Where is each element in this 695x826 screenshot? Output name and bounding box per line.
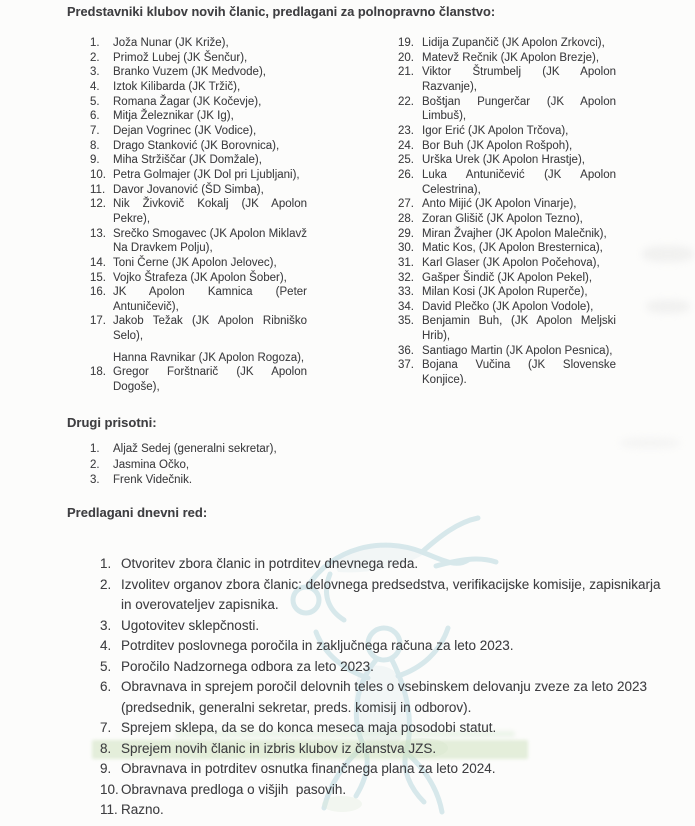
list-item-text: Davor Jovanović (ŠD Simba), xyxy=(113,183,264,196)
list-item-number: 7. xyxy=(100,720,112,735)
representative-list-item xyxy=(90,271,307,286)
list-item-number: 23. xyxy=(398,124,414,137)
representative-list-item xyxy=(398,241,616,256)
agenda-list-item xyxy=(100,759,669,780)
representative-list-item xyxy=(398,124,616,139)
representative-list-item xyxy=(398,65,616,94)
representative-list-item xyxy=(90,109,307,124)
representative-list-item xyxy=(90,365,307,394)
list-item-number: 26. xyxy=(398,168,414,181)
representative-list-item xyxy=(90,139,307,154)
representative-list-item xyxy=(398,168,616,197)
list-item-text: Nik Živkovič Kokalj (JK Apolon Pekre), xyxy=(113,198,307,225)
representative-list-item xyxy=(398,300,616,315)
representative-list-item xyxy=(90,197,307,226)
representative-list-item xyxy=(90,314,307,343)
list-item-number: 19. xyxy=(398,37,414,49)
list-item-number: 27. xyxy=(398,198,414,211)
agenda-list-item xyxy=(100,636,669,657)
list-item-number: 17. xyxy=(90,315,106,328)
list-item-text: Srečko Smogavec (JK Apolon Miklavž Na Dravkem Polju), xyxy=(113,227,307,255)
list-item-number: 9. xyxy=(100,761,112,776)
agenda-list-item xyxy=(100,575,669,616)
list-item-text: Mitja Železnikar (JK Ig), xyxy=(113,110,234,123)
list-item-text: Jakob Težak (JK Apolon Ribniško Selo), xyxy=(113,315,307,343)
list-item-number: 4. xyxy=(100,638,112,653)
representative-list-item xyxy=(398,36,616,51)
list-item-number: 1. xyxy=(90,37,100,49)
list-item-number: 8. xyxy=(100,740,112,756)
scan-smudge xyxy=(620,438,680,448)
list-item-number: 4. xyxy=(90,80,100,93)
list-item-number: 10. xyxy=(90,168,106,181)
representative-list-item xyxy=(90,256,307,271)
representative-list-item xyxy=(90,95,307,110)
agenda-list-item xyxy=(100,677,669,718)
agenda-list xyxy=(100,554,669,821)
list-item-text: Zoran Glišič (JK Apolon Tezno), xyxy=(422,212,583,225)
list-item-number: 29. xyxy=(398,227,414,240)
list-item-number: 28. xyxy=(398,212,414,225)
list-item-number: 13. xyxy=(90,227,106,240)
list-item-text: Miran Žvajher (JK Apolon Malečnik), xyxy=(422,227,607,240)
representative-list-item xyxy=(398,95,616,124)
scan-smudge xyxy=(646,300,690,313)
others-list-item xyxy=(90,458,433,474)
list-item-number: 22. xyxy=(398,95,414,108)
representatives-list xyxy=(90,36,616,395)
representative-list-item xyxy=(90,168,307,183)
representative-list-item xyxy=(90,51,307,66)
list-item-text: Romana Žagar (JK Kočevje), xyxy=(113,95,262,108)
representative-list-item xyxy=(398,344,616,359)
representative-list-item xyxy=(90,80,307,95)
list-item-text: Otvoritev zbora članic in potrditev dnevnega reda. xyxy=(121,556,419,571)
representative-list-item xyxy=(90,227,307,256)
list-item-text: Karl Glaser (JK Apolon Počehova), xyxy=(422,256,600,269)
representative-list-item xyxy=(90,36,307,51)
list-item-number: 36. xyxy=(398,344,414,357)
list-item-number: 8. xyxy=(90,139,100,152)
representative-list-item xyxy=(398,256,616,271)
list-item-number: 5. xyxy=(90,95,100,108)
list-item-number: 24. xyxy=(398,139,414,152)
list-item-text: Hanna Ravnikar (JK Apolon Rogoza), xyxy=(113,351,305,364)
list-item-text: Matevž Rečnik (JK Apolon Brezje), xyxy=(422,51,600,64)
agenda-list-item xyxy=(100,780,669,801)
list-item-text: Obravnava predloga o višjih pasovih. xyxy=(121,781,347,797)
agenda-list-item xyxy=(100,718,669,739)
list-item-number: 21. xyxy=(398,66,414,79)
list-item-number: 15. xyxy=(90,271,106,284)
list-item-text: Petra Golmajer (JK Dol pri Ljubljani), xyxy=(113,168,300,181)
representative-list-item xyxy=(90,285,307,314)
representative-list-item xyxy=(398,197,616,212)
list-item-text: Drago Stanković (JK Borovnica), xyxy=(113,139,280,152)
representative-list-item xyxy=(398,285,616,300)
list-item-number: 16. xyxy=(90,286,106,299)
list-item-number: 30. xyxy=(398,242,414,255)
list-item-text: Toni Černe (JK Apolon Jelovec), xyxy=(113,256,277,269)
representative-list-item xyxy=(90,153,307,168)
list-item-text: Santiago Martin (JK Apolon Pesnica), xyxy=(422,344,613,357)
list-item-number: 1. xyxy=(100,556,112,571)
list-item-number: 2. xyxy=(90,458,100,471)
list-item-text: Primož Lubej (JK Šenčur), xyxy=(113,51,248,64)
list-item-number: 11. xyxy=(90,183,106,196)
list-item-text: Boštjan Pungerčar (JK Apolon Limbuš), xyxy=(422,95,616,123)
representatives-right-column xyxy=(398,36,616,388)
representative-list-item xyxy=(398,139,616,154)
list-item-number: 37. xyxy=(398,359,414,372)
agenda-list-item xyxy=(100,657,669,678)
list-item-text: Iztok Kilibarda (JK Tržič), xyxy=(113,80,241,93)
representative-list-item xyxy=(398,314,616,343)
list-item-text: Jasmina Očko, xyxy=(113,458,190,471)
list-item-number: 3. xyxy=(90,66,100,79)
list-item-text: Potrditev poslovnega poročila in zaključnega računa za leto 2023. xyxy=(121,638,514,653)
list-item-number: 2. xyxy=(100,576,112,592)
list-item-text: Obravnava in sprejem poročil delovnih teles o vsebinskem delovanju zveze za leto 2023 (predsednik, generalni sekretar, preds. komisij in odborov). xyxy=(121,679,651,715)
list-item-number xyxy=(90,351,113,366)
list-item-number: 32. xyxy=(398,271,414,284)
list-item-text: Ugotovitev sklepčnosti. xyxy=(121,617,260,633)
list-item-number: 5. xyxy=(100,658,112,674)
list-item-number: 20. xyxy=(398,51,414,64)
list-item-text: Obravnava in potrditev osnutka finančnega plana za leto 2024. xyxy=(121,761,496,776)
agenda-list-item xyxy=(100,739,669,760)
others-list-item xyxy=(90,442,433,458)
list-item-text: Sprejem novih članic in izbris klubov iz članstva JZS. xyxy=(121,740,437,756)
list-item-number: 6. xyxy=(90,110,100,123)
list-item-text: Gašper Šindič (JK Apolon Pekel), xyxy=(422,271,593,284)
list-item-text: Joža Nunar (JK Križe), xyxy=(113,37,229,49)
list-item-text: Gregor Forštnarič (JK Apolon Dogoše), xyxy=(113,366,307,394)
others-heading: Drugi prisotni: xyxy=(67,415,157,430)
list-item-number: 6. xyxy=(100,679,112,694)
list-item-text: Lidija Zupančič (JK Apolon Zrkovci), xyxy=(422,37,605,49)
list-item-number: 25. xyxy=(398,154,414,167)
list-item-text: Benjamin Buh, (JK Apolon Meljski Hrib), xyxy=(422,315,616,343)
list-item-text: Poročilo Nadzornega odbora za leto 2023. xyxy=(121,658,374,674)
list-item-number: 14. xyxy=(90,256,106,269)
representative-list-item xyxy=(90,351,307,366)
list-item-number: 18. xyxy=(90,366,106,379)
list-item-text: Milan Kosi (JK Apolon Ruperče), xyxy=(422,286,588,299)
agenda-heading: Predlagani dnevni red: xyxy=(67,505,208,520)
list-item-number: 9. xyxy=(90,154,100,167)
representative-list-item xyxy=(90,65,307,80)
representatives-left-column xyxy=(90,36,307,395)
list-item-text: Anto Mijić (JK Apolon Vinarje), xyxy=(422,198,577,211)
representative-list-item xyxy=(90,183,307,198)
list-item-number: 11. xyxy=(100,802,118,817)
list-item-number: 3. xyxy=(100,617,112,633)
list-item-text: Branko Vuzem (JK Medvode), xyxy=(113,66,266,79)
agenda-list-item xyxy=(100,616,669,637)
list-item-text: Aljaž Sedej (generalni sekretar), xyxy=(113,443,277,455)
representative-list-item xyxy=(398,212,616,227)
list-item-text: Izvolitev organov zbora članic: delovnega predsedstva, verifikacijske komisije, zapisnikarja in overovateljev zapisnika. xyxy=(121,576,665,612)
representative-list-item xyxy=(398,358,616,387)
list-item-text: Sprejem sklepa, da se do konca meseca maja posodobi statut. xyxy=(121,720,497,735)
representative-list-item xyxy=(90,124,307,139)
list-item-number: 2. xyxy=(90,51,100,64)
agenda-list-item xyxy=(100,800,669,821)
list-item-text: Luka Antuničević (JK Apolon Celestrina), xyxy=(422,168,616,196)
list-item-text: Urška Urek (JK Apolon Hrastje), xyxy=(422,154,585,167)
representative-list-item xyxy=(398,227,616,242)
list-item-text: Bojana Vučina (JK Slovenske Konjice). xyxy=(422,359,616,387)
list-item-number: 10. xyxy=(100,781,119,797)
representative-list-item xyxy=(398,51,616,66)
list-item-text: Matic Kos, (JK Apolon Bresternica), xyxy=(422,242,603,255)
representative-list-item xyxy=(398,271,616,286)
list-item-text: JK Apolon Kamnica (Peter Antuničevič), xyxy=(113,286,307,313)
list-item-text: Igor Erić (JK Apolon Trčova), xyxy=(422,124,569,137)
representative-list-item xyxy=(398,153,616,168)
scan-smudge xyxy=(642,246,694,262)
list-item-number: 1. xyxy=(90,443,100,455)
agenda-list-item xyxy=(100,554,669,575)
list-item-number: 35. xyxy=(398,315,414,328)
list-item-number: 3. xyxy=(90,474,100,487)
list-item-number: 34. xyxy=(398,300,414,313)
list-item-text: Vojko Štrafeza (JK Apolon Šober), xyxy=(113,271,287,284)
list-item-number: 7. xyxy=(90,124,100,137)
list-item-text: Razno. xyxy=(121,802,164,817)
list-item-text: Bor Buh (JK Apolon Rošpoh), xyxy=(422,139,573,152)
list-item-text: Frenk Videčnik. xyxy=(113,474,193,487)
list-item-text: Dejan Vogrinec (JK Vodice), xyxy=(113,124,257,137)
list-item-number: 12. xyxy=(90,198,106,211)
others-list xyxy=(90,442,433,489)
list-item-text: Viktor Štrumbelj (JK Apolon Razvanje), xyxy=(422,66,616,93)
list-item-number: 33. xyxy=(398,286,414,299)
list-item-text: David Plečko (JK Apolon Vodole), xyxy=(422,300,594,313)
list-item-number: 31. xyxy=(398,256,414,269)
others-list-item xyxy=(90,473,433,489)
page-title: Predstavniki klubov novih članic, predlagani za polnopravno članstvo: xyxy=(67,4,496,19)
list-item-text: Miha Stržiščar (JK Domžale), xyxy=(113,154,262,167)
